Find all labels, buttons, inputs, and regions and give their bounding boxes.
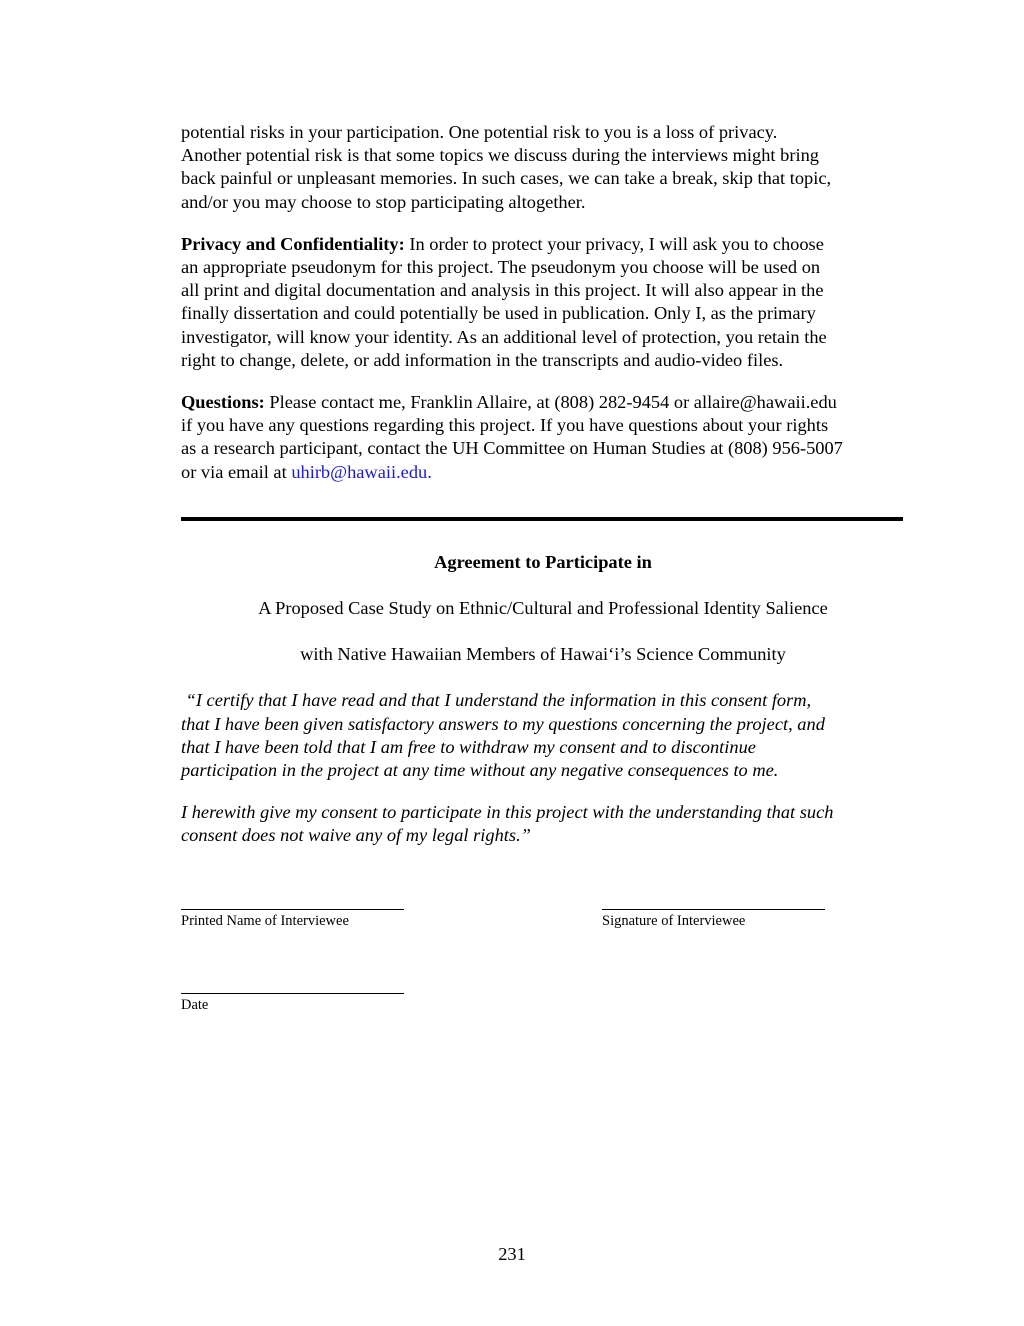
consent-line: I herewith give my consent to participate in this project with the understanding that such <box>181 802 834 823</box>
risks-paragraph <box>181 121 905 214</box>
consent-line: “I certify that I have read and that I understand the information in this consent form, <box>181 690 812 711</box>
consent-line: that I have been told that I am free to withdraw my consent and to discontinue <box>181 736 756 757</box>
privacy-line: all print and digital documentation and analysis in this project. It will also appear in the <box>181 280 824 301</box>
signature-line[interactable] <box>602 898 825 910</box>
section-divider <box>181 517 903 521</box>
privacy-heading: Privacy and Confidentiality: <box>181 233 405 254</box>
questions-first-line-text: Please contact me, Franklin Allaire, at (808) 282-9454 or allaire@hawaii.edu <box>264 392 837 413</box>
risks-line: back painful or unpleasant memories. In such cases, we can take a break, skip that topic, <box>181 168 832 189</box>
date-line[interactable] <box>181 982 404 994</box>
printed-name-line[interactable] <box>181 898 404 910</box>
questions-line: as a research participant, contact the UH Committee on Human Studies at (808) 956-5007 <box>181 438 843 459</box>
questions-paragraph <box>181 391 905 484</box>
consent-line: consent does not waive any of my legal rights.” <box>181 825 531 846</box>
privacy-line: investigator, will know your identity. As an additional level of protection, you retain the <box>181 326 827 347</box>
page-number: 231 <box>498 1244 526 1264</box>
risks-line: potential risks in your participation. One potential risk to you is a loss of privacy. <box>181 122 778 142</box>
questions-last-line-prefix: or via email at <box>181 461 292 482</box>
privacy-first-line-text: In order to protect your privacy, I will ask you to choose <box>404 233 824 254</box>
consent-line: participation in the project at any time without any negative consequences to me. <box>181 760 779 781</box>
agreement-title: Agreement to Participate in <box>434 551 652 572</box>
questions-last-line <box>181 461 905 484</box>
privacy-paragraph <box>181 233 905 372</box>
privacy-line: right to change, delete, or add information in the transcripts and audio-video files. <box>181 349 784 370</box>
risks-line: and/or you may choose to stop participating altogether. <box>181 191 586 212</box>
printed-name-label: Printed Name of Interviewee <box>181 913 349 929</box>
privacy-line: an appropriate pseudonym for this project. The pseudonym you choose will be used on <box>181 257 821 278</box>
risks-line: Another potential risk is that some topics we discuss during the interviews might bring <box>181 145 819 166</box>
printed-name-field[interactable] <box>181 898 404 929</box>
consent-statement <box>181 689 905 782</box>
agreement-study-subtitle: with Native Hawaiian Members of Hawai‘i’s Science Community <box>300 644 786 665</box>
date-field[interactable] <box>181 982 404 1013</box>
privacy-first-line <box>181 233 905 256</box>
agreement-study-title: A Proposed Case Study on Ethnic/Cultural and Professional Identity Salience <box>258 598 828 619</box>
questions-line: if you have any questions regarding this project. If you have questions about your rights <box>181 415 829 436</box>
document-page <box>181 121 905 848</box>
date-label: Date <box>181 997 209 1013</box>
questions-first-line <box>181 391 905 414</box>
signature-field[interactable] <box>602 898 825 929</box>
irb-email-link[interactable]: uhirb@hawaii.edu. <box>291 461 432 482</box>
questions-heading: Questions: <box>181 392 265 413</box>
signature-label: Signature of Interviewee <box>602 913 746 929</box>
privacy-line: finally dissertation and could potentially be used in publication. Only I, as the primary <box>181 303 816 324</box>
consent-line: that I have been given satisfactory answers to my questions concerning the project, and <box>181 713 825 734</box>
consent-rights-statement <box>181 801 905 847</box>
